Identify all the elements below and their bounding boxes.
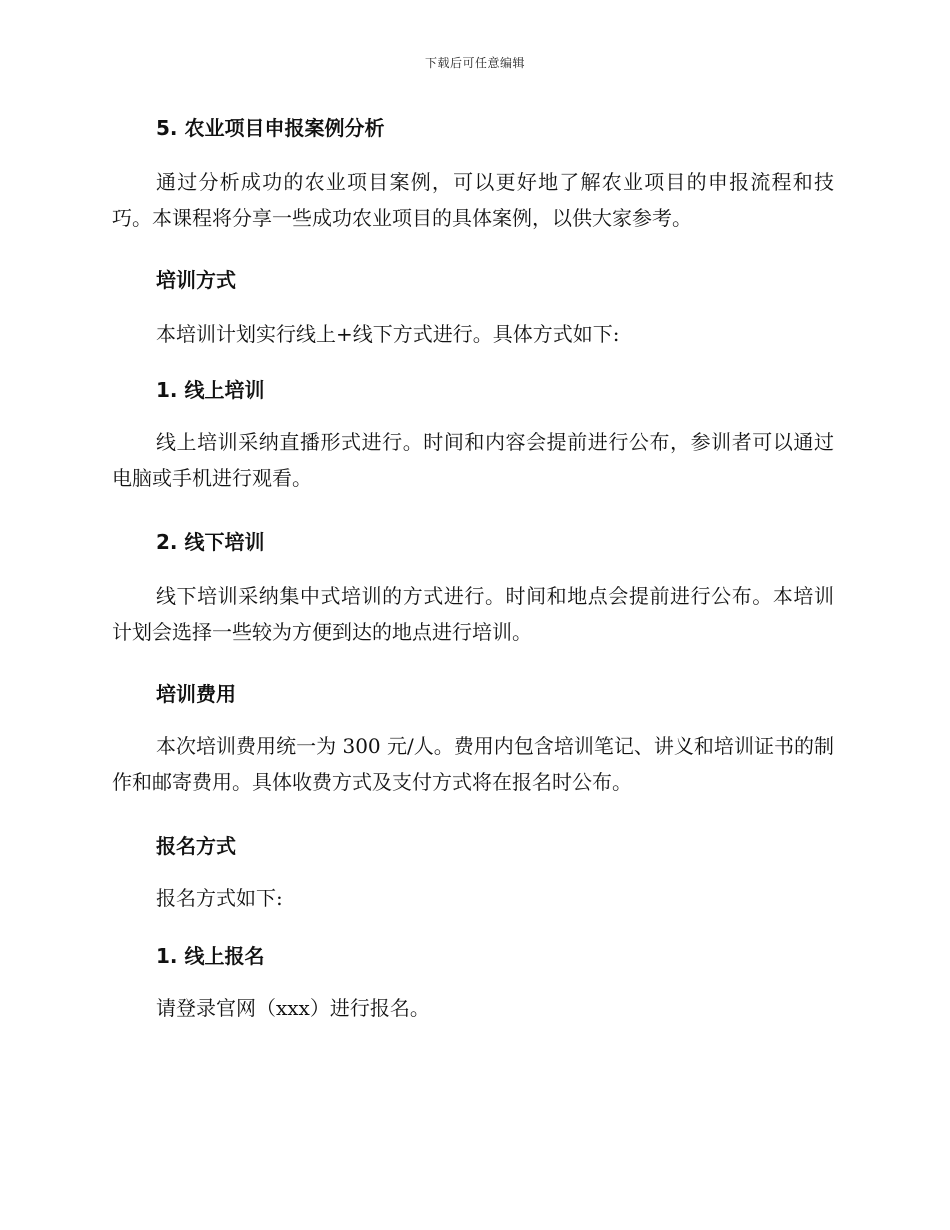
section-heading-registration: 报名方式: [156, 834, 236, 858]
paragraph-online-registration: 请登录官网（xxx）进行报名。: [156, 996, 430, 1020]
paragraph-offline-training: 线下培训采纳集中式培训的方式进行。时间和地点会提前进行公布。本培训计划会选择一些较为方便到达的地点进行培训。: [112, 584, 834, 644]
section-heading-case-analysis: 5. 农业项目申报案例分析: [156, 116, 385, 140]
paragraph-online-training: 线上培训采纳直播形式进行。时间和内容会提前进行公布，参训者可以通过电脑或手机进行观看。: [112, 430, 834, 490]
section-heading-training-method: 培训方式: [156, 268, 236, 292]
paragraph-training-fee: 本次培训费用统一为 300 元/人。费用内包含培训笔记、讲义和培训证书的制作和邮寄费用。具体收费方式及支付方式将在报名时公布。: [112, 734, 834, 794]
paragraph-training-method: 本培训计划实行线上+线下方式进行。具体方式如下:: [156, 322, 620, 346]
paragraph-case-analysis: 通过分析成功的农业项目案例，可以更好地了解农业项目的申报流程和技巧。本课程将分享一些成功农业项目的具体案例，以供大家参考。: [112, 170, 834, 230]
page-header: 下载后可任意编辑: [424, 56, 525, 70]
subheading-online-training: 1. 线上培训: [156, 378, 265, 402]
section-heading-training-fee: 培训费用: [156, 682, 236, 706]
subheading-offline-training: 2. 线下培训: [156, 530, 265, 554]
paragraph-registration: 报名方式如下:: [156, 886, 283, 910]
subheading-online-registration: 1. 线上报名: [156, 944, 265, 968]
